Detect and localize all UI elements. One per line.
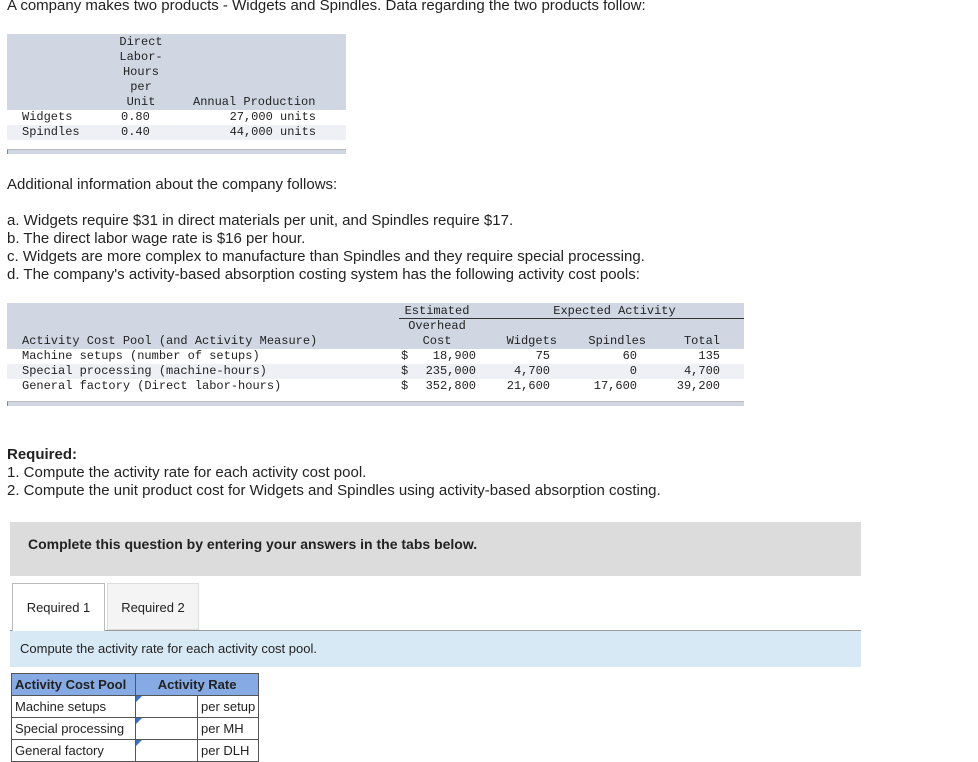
- header-underline: [399, 318, 744, 319]
- widgets-value: 4,700: [513, 364, 550, 378]
- spindles-value: 60: [622, 349, 637, 363]
- rate-unit: per DLH: [198, 740, 259, 762]
- production-value: 44,000 units: [229, 125, 316, 139]
- info-item-a: a. Widgets require $31 in direct materials per unit, and Spindles require $17.: [7, 212, 514, 229]
- cost-header-line: Estimated: [404, 304, 470, 318]
- dlh-header-line: Hours: [122, 65, 159, 79]
- tab-required-1[interactable]: Required 1: [12, 583, 105, 631]
- widgets-value: 75: [535, 349, 550, 363]
- product-data-table: [7, 34, 346, 154]
- expected-activity-header: Expected Activity: [553, 304, 676, 318]
- intro-text: A company makes two products - Widgets and Spindles. Data regarding the two products follow:: [7, 0, 646, 14]
- pool-name: Machine setups (number of setups): [22, 349, 260, 363]
- table-row: [12, 696, 259, 718]
- cost-header-line: Cost: [422, 334, 452, 348]
- table-row: [7, 125, 346, 140]
- required-item-1: 1. Compute the activity rate for each activity cost pool.: [7, 464, 367, 481]
- tab-instruction-text: Compute the activity rate for each activity cost pool.: [20, 641, 317, 656]
- tab-required-2[interactable]: Required 2: [107, 583, 199, 630]
- rate-unit: per MH: [198, 718, 259, 740]
- special-processing-rate-input[interactable]: [136, 718, 197, 739]
- spindles-value: 0: [629, 364, 637, 378]
- cost-value: 235,000: [425, 364, 476, 378]
- dlh-header-line: Direct: [119, 35, 163, 49]
- total-value: 4,700: [683, 364, 720, 378]
- currency-symbol: $: [401, 364, 409, 378]
- pool-header: Activity Cost Pool (and Activity Measure): [22, 334, 318, 348]
- table-footer-bar: [7, 149, 346, 154]
- product-name: Widgets: [22, 110, 73, 124]
- production-value: 27,000 units: [229, 110, 316, 124]
- pool-label: Special processing: [12, 718, 136, 740]
- required-heading: Required:: [7, 446, 78, 463]
- table-row: [12, 740, 259, 762]
- dlh-header-line: Labor-: [119, 50, 163, 64]
- pool-name: Special processing (machine-hours): [22, 364, 267, 378]
- widgets-value: 21,600: [506, 379, 550, 393]
- dlh-header-line: per: [130, 80, 152, 94]
- activity-cost-pool-table: [7, 303, 744, 393]
- machine-setups-rate-input[interactable]: [136, 696, 197, 717]
- currency-symbol: $: [401, 349, 409, 363]
- table-footer-bar: [7, 401, 744, 406]
- rate-cell: [136, 696, 198, 718]
- dlh-value: 0.80: [121, 110, 150, 124]
- production-header: Annual Production: [193, 95, 316, 109]
- rate-cell: [136, 718, 198, 740]
- pool-label: General factory: [12, 740, 136, 762]
- info-item-b: b. The direct labor wage rate is $16 per hour.: [7, 230, 306, 247]
- spindles-header: Spindles: [588, 334, 646, 348]
- instructions-banner: [10, 522, 861, 576]
- banner-text: Complete this question by entering your answers in the tabs below.: [28, 536, 478, 552]
- pool-label: Machine setups: [12, 696, 136, 718]
- product-table-header: [7, 34, 346, 110]
- cost-value: 352,800: [425, 379, 476, 393]
- rate-column-header: Activity Rate: [136, 674, 259, 696]
- cost-value: 18,900: [432, 349, 476, 363]
- tab-instruction-panel: [10, 631, 861, 667]
- info-item-d: d. The company's activity-based absorption costing system has the following activity cost pools:: [7, 266, 640, 283]
- dlh-header: [117, 35, 165, 110]
- info-item-c: c. Widgets are more complex to manufacture than Spindles and they require special processing.: [7, 248, 645, 265]
- widgets-header: Widgets: [506, 334, 557, 348]
- additional-heading: Additional information about the company follows:: [7, 176, 338, 193]
- currency-symbol: $: [401, 379, 409, 393]
- required-section: [7, 446, 661, 500]
- general-factory-rate-input[interactable]: [136, 740, 197, 761]
- spindles-value: 17,600: [593, 379, 637, 393]
- product-name: Spindles: [22, 125, 80, 139]
- table-row: [12, 718, 259, 740]
- table-row: [7, 110, 346, 125]
- rate-cell: [136, 740, 198, 762]
- total-header: Total: [683, 334, 720, 348]
- rate-unit: per setup: [198, 696, 259, 718]
- total-value: 39,200: [676, 379, 720, 393]
- pool-column-header: Activity Cost Pool: [12, 674, 136, 696]
- required-item-2: 2. Compute the unit product cost for Widgets and Spindles using activity-based absorption costing.: [7, 482, 661, 499]
- total-value: 135: [698, 349, 720, 363]
- dlh-value: 0.40: [121, 125, 150, 139]
- cost-header-line: Overhead: [408, 319, 466, 333]
- dlh-header-line: Unit: [126, 95, 156, 109]
- activity-rate-grid: [11, 673, 259, 762]
- pool-name: General factory (Direct labor-hours): [22, 379, 282, 393]
